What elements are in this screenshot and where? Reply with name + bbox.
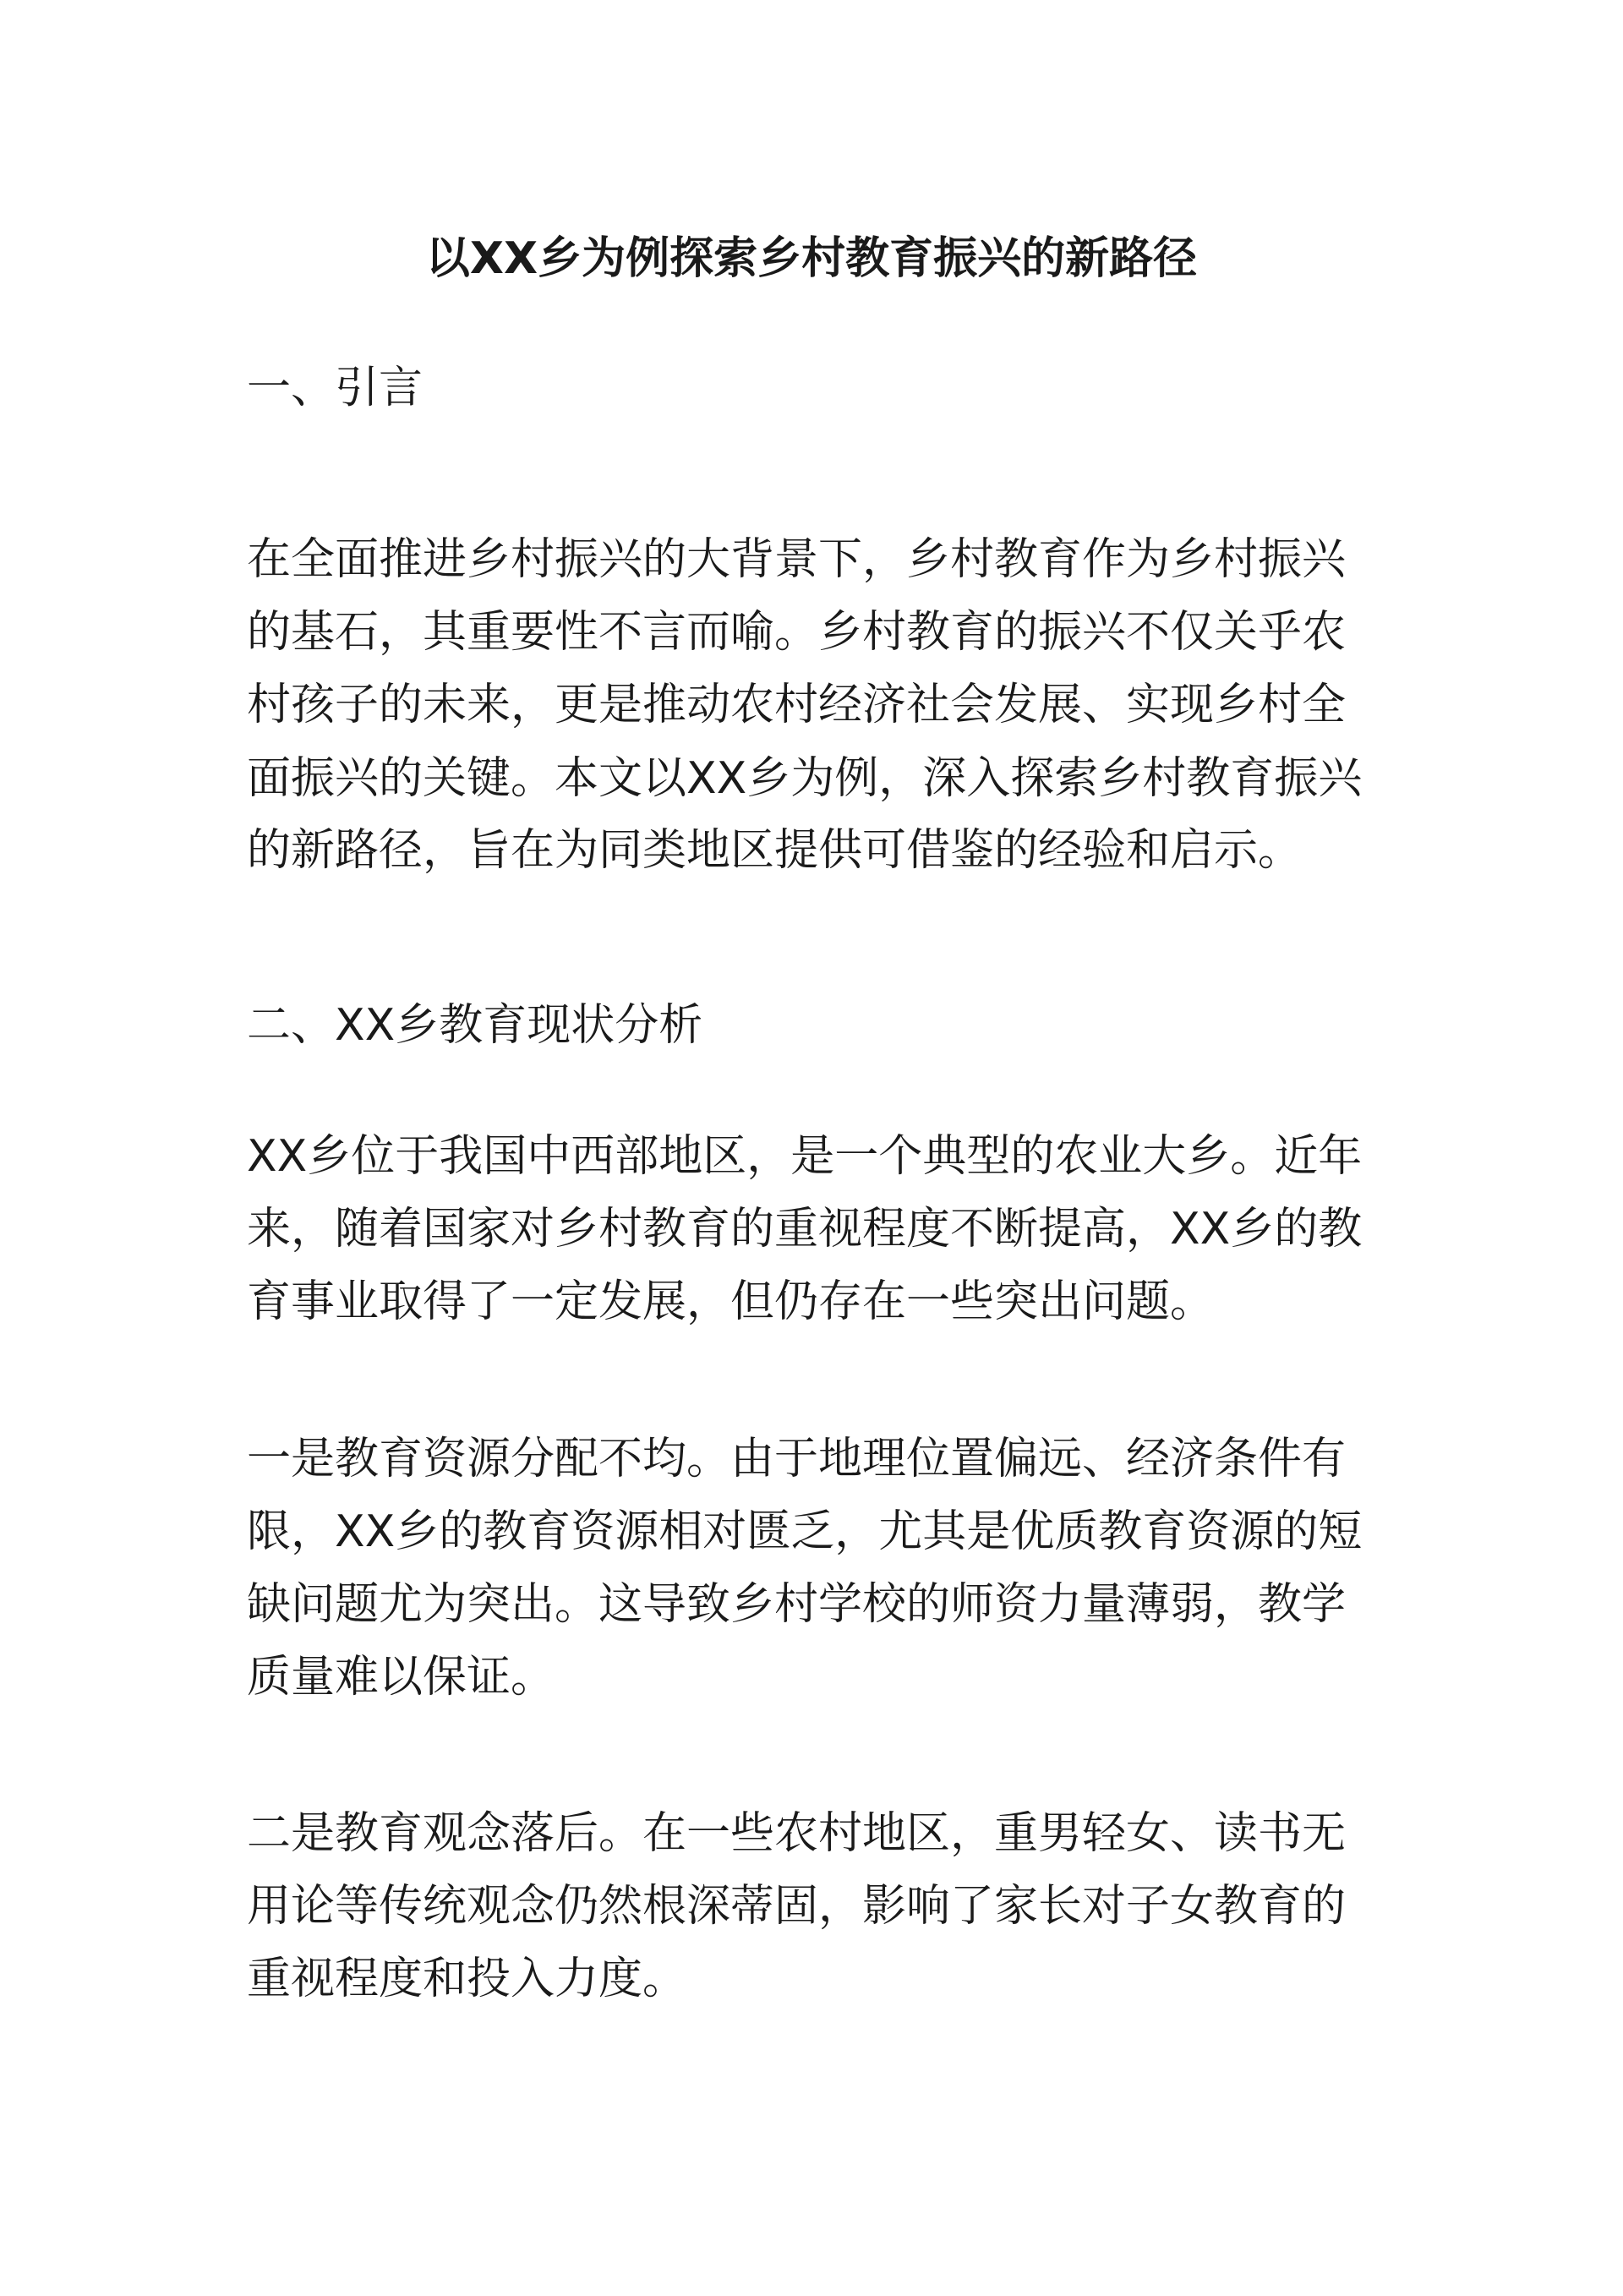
paragraph-line: XX乡位于我国中西部地区，是一个典型的农业大乡。近年 (247, 1131, 1363, 1182)
paragraph-line: 二是教育观念落后。在一些农村地区，重男轻女、读书无 (247, 1808, 1347, 1859)
paragraph-line: 村孩子的未来，更是推动农村经济社会发展、实现乡村全 (247, 680, 1347, 730)
paragraph-line: 重视程度和投入力度。 (247, 1954, 687, 2004)
paragraph-line: 面振兴的关键。本文以XX乡为例，深入探索乡村教育振兴 (247, 753, 1363, 804)
section-heading-introduction: 一、引言 (247, 363, 424, 413)
paragraph-line: 育事业取得了一定发展，但仍存在一些突出问题。 (247, 1276, 1215, 1327)
paragraph-line: 质量难以保证。 (247, 1652, 555, 1703)
paragraph-line: 缺问题尤为突出。这导致乡村学校的师资力量薄弱，教学 (247, 1579, 1347, 1630)
paragraph-line: 来，随着国家对乡村教育的重视程度不断提高，XX乡的教 (247, 1204, 1363, 1255)
paragraph-line: 限，XX乡的教育资源相对匮乏，尤其是优质教育资源的短 (247, 1506, 1363, 1557)
document-title: 以XX乡为例探索乡村教育振兴的新路径 (425, 233, 1198, 284)
paragraph-line: 一是教育资源分配不均。由于地理位置偏远、经济条件有 (247, 1434, 1347, 1484)
section-heading-status-analysis: 二、XX乡教育现状分析 (247, 1000, 703, 1051)
paragraph-line: 在全面推进乡村振兴的大背景下，乡村教育作为乡村振兴 (247, 534, 1347, 585)
paragraph-line: 的新路径，旨在为同类地区提供可借鉴的经验和启示。 (247, 825, 1303, 876)
paragraph-line: 的基石，其重要性不言而喻。乡村教育的振兴不仅关乎农 (247, 607, 1347, 658)
paragraph-line: 用论等传统观念仍然根深蒂固，影响了家长对子女教育的 (247, 1881, 1347, 1932)
